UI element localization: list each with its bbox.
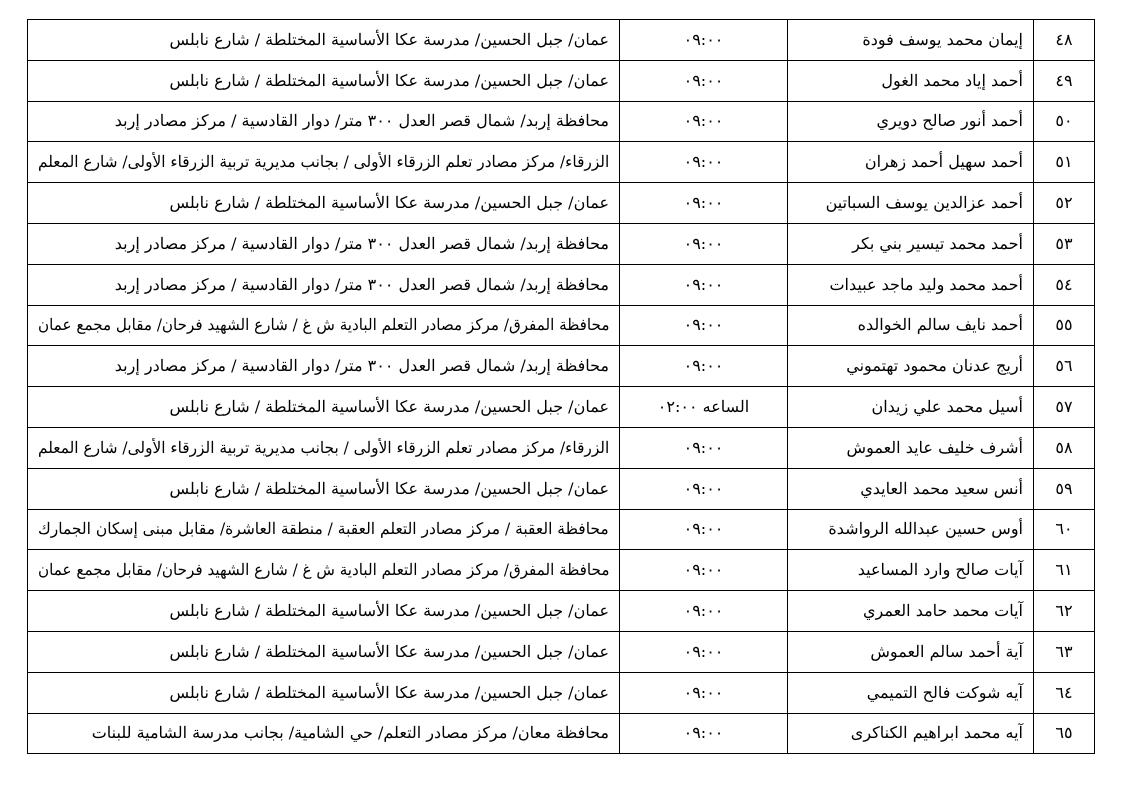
table-row	[28, 387, 1095, 428]
student-name: أنس سعيد محمد العايدي	[860, 478, 1023, 498]
exam-time-cell	[620, 346, 788, 387]
row-number-cell	[1034, 223, 1095, 264]
exam-location-cell	[28, 550, 620, 591]
exam-location-cell	[28, 468, 620, 509]
student-name: أحمد نايف سالم الخوالده	[857, 315, 1023, 335]
exam-location: محافظة معان/ مركز مصادر التعلم/ حي الشامية/ بجانب مدرسة الشامية للبنات	[91, 723, 609, 743]
exam-location-cell	[28, 631, 620, 672]
row-number: ٦٢	[1055, 601, 1073, 621]
student-name: آيات محمد حامد العمري	[862, 601, 1023, 621]
student-name-cell	[788, 20, 1034, 61]
exam-location: الزرقاء/ مركز مصادر تعلم الزرقاء الأولى / بجانب مديرية تربية الزرقاء الأولى/ شارع المعلم	[37, 152, 609, 172]
exam-location: محافظة العقبة / مركز مصادر التعلم العقبة / منطقة العاشرة/ مقابل مبنى إسكان الجمارك	[38, 519, 609, 539]
exam-time: ٠٩:٠٠	[683, 274, 724, 294]
student-name-cell	[788, 60, 1034, 101]
table-row	[28, 672, 1095, 713]
table-row	[28, 346, 1095, 387]
exam-location: محافظة إربد/ شمال قصر العدل ٣٠٠ متر/ دوار القادسية / مركز مصادر إربد	[114, 274, 609, 294]
student-name-cell	[788, 101, 1034, 142]
exam-location-cell	[28, 223, 620, 264]
exam-location-cell	[28, 509, 620, 550]
exam-location: عمان/ جبل الحسين/ مدرسة عكا الأساسية المختلطة / شارع نابلس	[169, 29, 609, 49]
student-name: أريج عدنان محمود تهتموني	[846, 356, 1023, 376]
exam-location: عمان/ جبل الحسين/ مدرسة عكا الأساسية المختلطة / شارع نابلس	[169, 601, 609, 621]
row-number: ٥٨	[1055, 437, 1073, 457]
exam-time: ٠٩:٠٠	[683, 601, 724, 621]
row-number-cell	[1034, 20, 1095, 61]
exam-location-cell	[28, 672, 620, 713]
student-name: أحمد إياد محمد الغول	[881, 70, 1023, 90]
student-name-cell	[788, 223, 1034, 264]
row-number-cell	[1034, 672, 1095, 713]
table-row	[28, 142, 1095, 183]
exam-time-cell	[620, 509, 788, 550]
row-number: ٦١	[1055, 560, 1073, 580]
exam-time: ٠٩:٠٠	[683, 723, 724, 743]
exam-time-cell	[620, 101, 788, 142]
row-number: ٥٠	[1055, 111, 1073, 131]
exam-location: عمان/ جبل الحسين/ مدرسة عكا الأساسية المختلطة / شارع نابلس	[169, 70, 609, 90]
exam-time-cell	[620, 387, 788, 428]
exam-time-cell	[620, 672, 788, 713]
student-name: آيه محمد ابراهيم الكناكرى	[850, 723, 1023, 743]
student-name: أسيل محمد علي زيدان	[871, 397, 1023, 417]
student-name-cell	[788, 468, 1034, 509]
row-number: ٥٥	[1055, 315, 1073, 335]
exam-location: عمان/ جبل الحسين/ مدرسة عكا الأساسية المختلطة / شارع نابلس	[169, 397, 609, 417]
student-name-cell	[788, 550, 1034, 591]
exam-time-cell	[620, 183, 788, 224]
exam-time: ٠٩:٠٠	[683, 519, 724, 539]
row-number-cell	[1034, 142, 1095, 183]
exam-time-cell	[620, 713, 788, 754]
student-name: أحمد أنور صالح دويري	[876, 111, 1023, 131]
student-name-cell	[788, 346, 1034, 387]
exam-time: ٠٩:٠٠	[683, 478, 724, 498]
table-row	[28, 591, 1095, 632]
exam-time: ٠٩:٠٠	[683, 356, 724, 376]
exam-location: عمان/ جبل الحسين/ مدرسة عكا الأساسية المختلطة / شارع نابلس	[169, 193, 609, 213]
row-number: ٥٢	[1055, 193, 1073, 213]
student-name: أحمد عزالدين يوسف السباتين	[825, 193, 1023, 213]
table-row	[28, 223, 1095, 264]
exam-location-cell	[28, 20, 620, 61]
exam-time-cell	[620, 20, 788, 61]
exam-location: محافظة المفرق/ مركز مصادر التعلم البادية ش غ / شارع الشهيد فرحان/ مقابل مجمع عمان	[37, 560, 609, 580]
row-number: ٦٠	[1055, 519, 1073, 539]
row-number-cell	[1034, 468, 1095, 509]
exam-time-cell	[620, 142, 788, 183]
row-number-cell	[1034, 427, 1095, 468]
exam-time: الساعه ٠٢:٠٠	[657, 397, 750, 417]
exam-time: ٠٩:٠٠	[683, 437, 724, 457]
table-row	[28, 20, 1095, 61]
exam-time: ٠٩:٠٠	[683, 70, 724, 90]
student-name: أحمد سهيل أحمد زهران	[864, 152, 1023, 172]
exam-time: ٠٩:٠٠	[683, 111, 724, 131]
exam-time: ٠٩:٠٠	[683, 641, 724, 661]
table-row	[28, 60, 1095, 101]
table-row	[28, 509, 1095, 550]
exam-time: ٠٩:٠٠	[683, 682, 724, 702]
row-number-cell	[1034, 550, 1095, 591]
student-name: أشرف خليف عايد العموش	[846, 437, 1023, 457]
exam-location-cell	[28, 142, 620, 183]
student-name-cell	[788, 305, 1034, 346]
table-row	[28, 305, 1095, 346]
row-number: ٥٧	[1055, 397, 1073, 417]
exam-time: ٠٩:٠٠	[683, 152, 724, 172]
row-number-cell	[1034, 60, 1095, 101]
exam-location: محافظة المفرق/ مركز مصادر التعلم البادية ش غ / شارع الشهيد فرحان/ مقابل مجمع عمان	[37, 315, 609, 335]
student-name: آية أحمد سالم العموش	[870, 641, 1023, 661]
student-name-cell	[788, 509, 1034, 550]
student-name: أحمد محمد وليد ماجد عبيدات	[829, 274, 1023, 294]
exam-location: محافظة إربد/ شمال قصر العدل ٣٠٠ متر/ دوار القادسية / مركز مصادر إربد	[114, 233, 609, 253]
row-number: ٦٤	[1055, 682, 1073, 702]
exam-location: محافظة إربد/ شمال قصر العدل ٣٠٠ متر/ دوار القادسية / مركز مصادر إربد	[114, 356, 609, 376]
row-number: ٥٦	[1055, 356, 1073, 376]
table-row	[28, 183, 1095, 224]
row-number-cell	[1034, 631, 1095, 672]
table-row	[28, 550, 1095, 591]
exam-location-cell	[28, 591, 620, 632]
row-number: ٥٩	[1055, 478, 1073, 498]
row-number: ٥٤	[1055, 274, 1073, 294]
exam-location-cell	[28, 305, 620, 346]
exam-time-cell	[620, 305, 788, 346]
exam-schedule-table	[27, 19, 1095, 754]
table-row	[28, 713, 1095, 754]
exam-location: محافظة إربد/ شمال قصر العدل ٣٠٠ متر/ دوار القادسية / مركز مصادر إربد	[114, 111, 609, 131]
row-number-cell	[1034, 346, 1095, 387]
row-number: ٥١	[1055, 152, 1073, 172]
exam-location-cell	[28, 346, 620, 387]
exam-location-cell	[28, 264, 620, 305]
exam-location-cell	[28, 387, 620, 428]
exam-location-cell	[28, 183, 620, 224]
table-row	[28, 468, 1095, 509]
table-row	[28, 264, 1095, 305]
exam-location: الزرقاء/ مركز مصادر تعلم الزرقاء الأولى / بجانب مديرية تربية الزرقاء الأولى/ شارع المعلم	[37, 437, 609, 457]
student-name-cell	[788, 672, 1034, 713]
row-number: ٤٨	[1055, 29, 1073, 49]
row-number-cell	[1034, 264, 1095, 305]
exam-time: ٠٩:٠٠	[683, 29, 724, 49]
row-number: ٤٩	[1055, 70, 1073, 90]
table-body	[28, 20, 1095, 754]
student-name-cell	[788, 183, 1034, 224]
exam-time: ٠٩:٠٠	[683, 193, 724, 213]
exam-location-cell	[28, 427, 620, 468]
exam-location: عمان/ جبل الحسين/ مدرسة عكا الأساسية المختلطة / شارع نابلس	[169, 682, 609, 702]
student-name: آيات صالح وارد المساعيد	[857, 560, 1023, 580]
student-name-cell	[788, 142, 1034, 183]
exam-time-cell	[620, 60, 788, 101]
exam-time: ٠٩:٠٠	[683, 560, 724, 580]
exam-location-cell	[28, 101, 620, 142]
exam-time-cell	[620, 591, 788, 632]
exam-location: عمان/ جبل الحسين/ مدرسة عكا الأساسية المختلطة / شارع نابلس	[169, 641, 609, 661]
row-number-cell	[1034, 509, 1095, 550]
row-number: ٥٣	[1055, 233, 1073, 253]
row-number-cell	[1034, 305, 1095, 346]
student-name: أحمد محمد تيسير بني بكر	[852, 233, 1023, 253]
row-number-cell	[1034, 387, 1095, 428]
row-number-cell	[1034, 713, 1095, 754]
student-name: إيمان محمد يوسف فودة	[862, 29, 1023, 49]
exam-time: ٠٩:٠٠	[683, 315, 724, 335]
row-number: ٦٣	[1055, 641, 1073, 661]
exam-location-cell	[28, 60, 620, 101]
table-row	[28, 631, 1095, 672]
exam-location: عمان/ جبل الحسين/ مدرسة عكا الأساسية المختلطة / شارع نابلس	[169, 478, 609, 498]
exam-time-cell	[620, 550, 788, 591]
exam-time-cell	[620, 264, 788, 305]
exam-time-cell	[620, 468, 788, 509]
student-name: آيه شوكت فالح التميمي	[866, 682, 1023, 702]
table-row	[28, 427, 1095, 468]
student-name-cell	[788, 591, 1034, 632]
row-number-cell	[1034, 183, 1095, 224]
exam-time-cell	[620, 427, 788, 468]
row-number-cell	[1034, 101, 1095, 142]
exam-time-cell	[620, 631, 788, 672]
table-row	[28, 101, 1095, 142]
student-name-cell	[788, 427, 1034, 468]
exam-location-cell	[28, 713, 620, 754]
student-name-cell	[788, 387, 1034, 428]
student-name-cell	[788, 713, 1034, 754]
exam-time: ٠٩:٠٠	[683, 233, 724, 253]
row-number-cell	[1034, 591, 1095, 632]
student-name-cell	[788, 264, 1034, 305]
row-number: ٦٥	[1055, 723, 1073, 743]
exam-time-cell	[620, 223, 788, 264]
student-name: أوس حسين عبدالله الرواشدة	[828, 519, 1023, 539]
student-name-cell	[788, 631, 1034, 672]
